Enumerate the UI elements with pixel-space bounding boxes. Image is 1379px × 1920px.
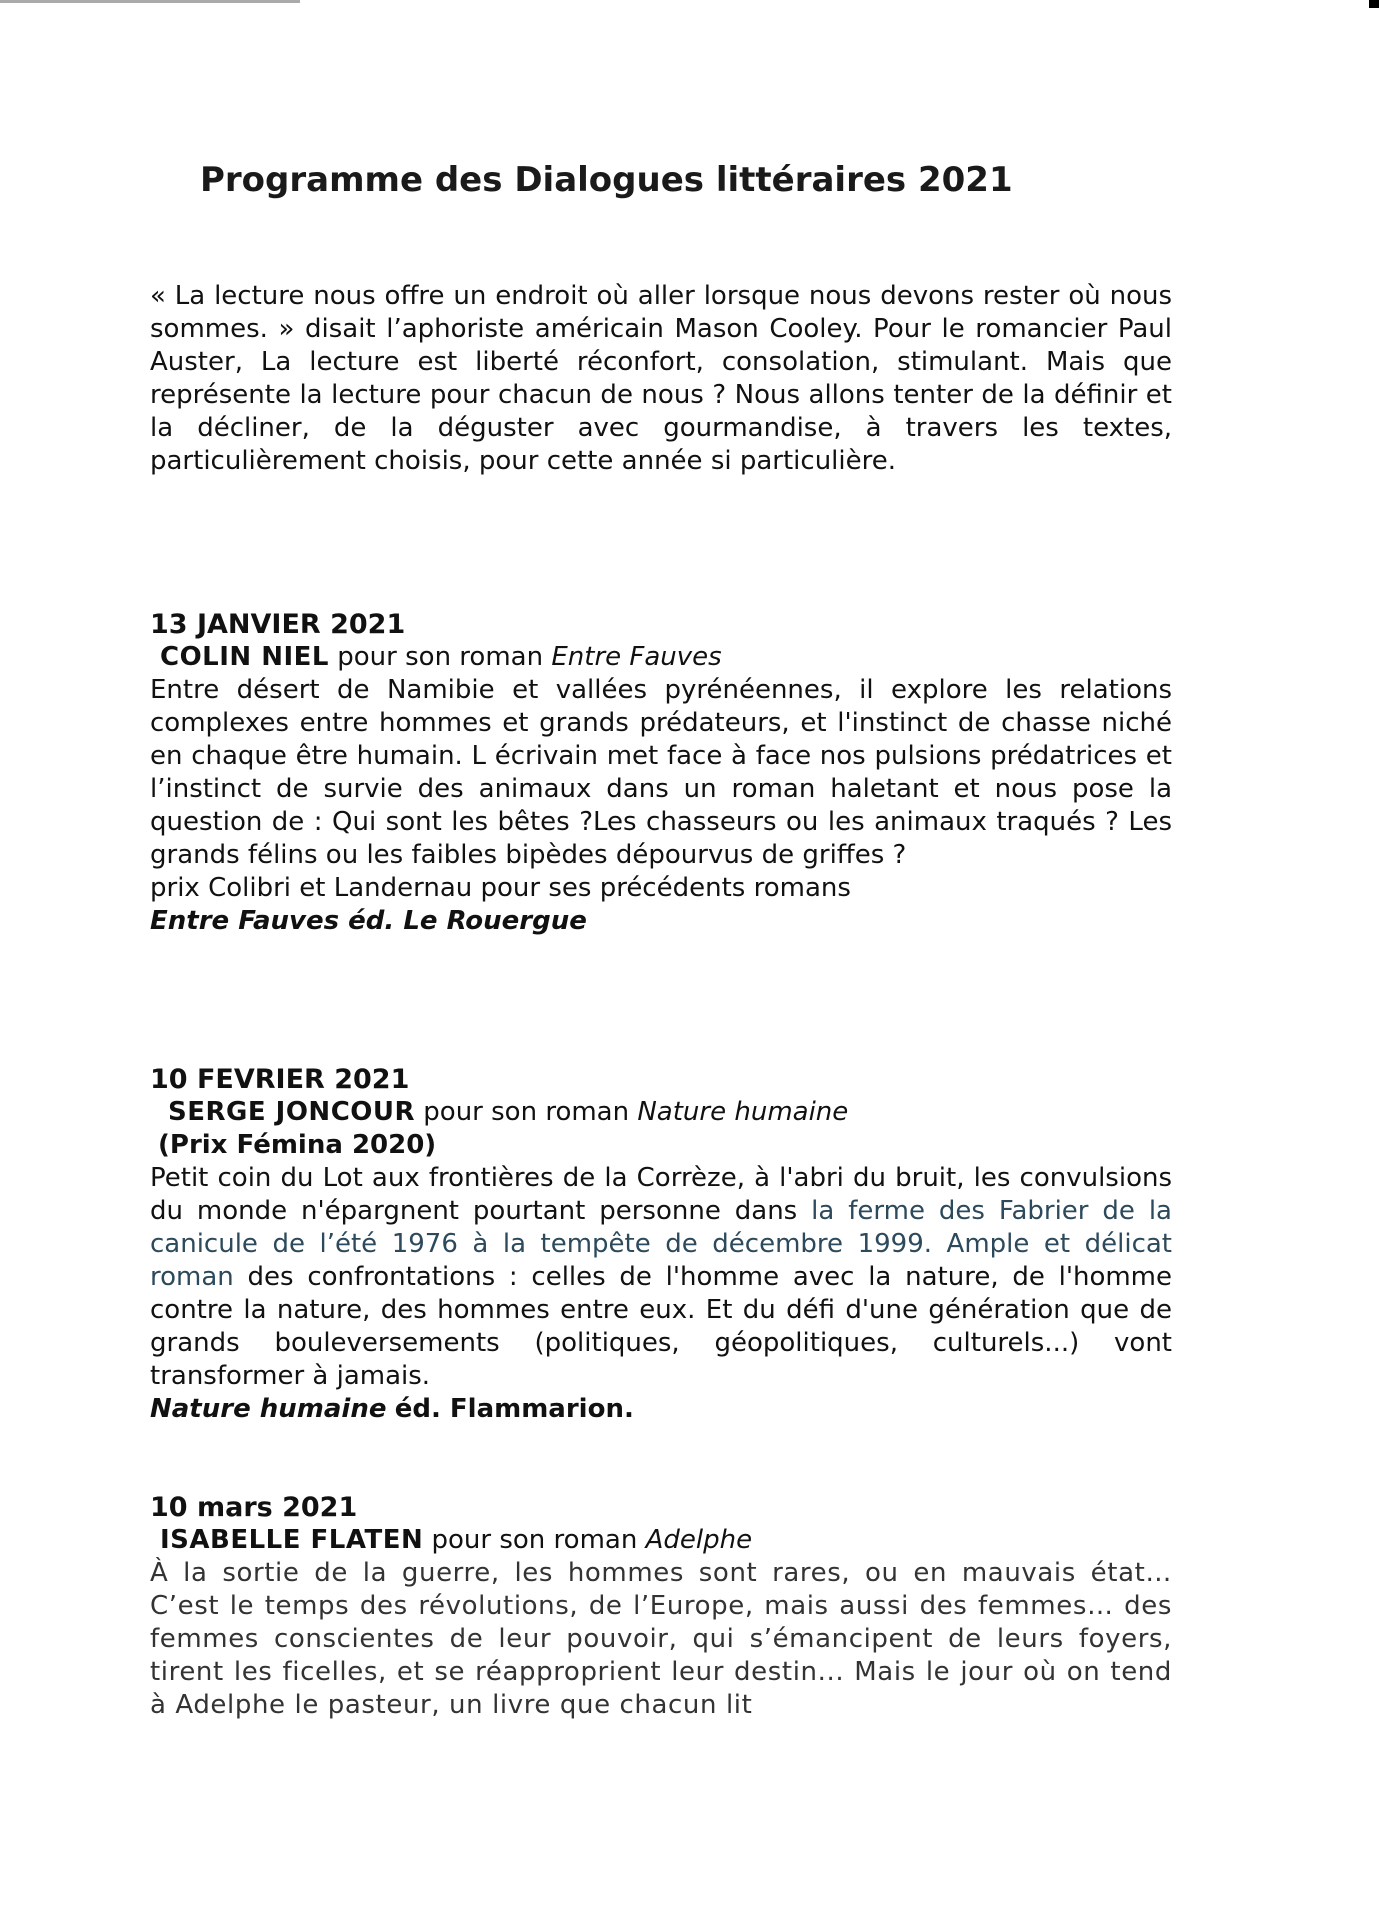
event-prize: (Prix Fémina 2020)	[158, 1130, 437, 1160]
event-intro-text: pour son roman	[423, 1097, 630, 1127]
event-publisher-name: éd. Flammarion.	[394, 1394, 634, 1424]
event-author: SERGE JONCOUR	[168, 1097, 416, 1127]
event-note: prix Colibri et Landernau pour ses précédents romans	[150, 873, 851, 903]
event-date: 13 JANVIER 2021	[150, 609, 406, 640]
event-description-part2: la ferme des Fabrier de la canicule de l’été 1976 à la tempête de décembre 1999. Ample et délicat roman	[150, 1196, 1172, 1292]
event-colin-niel	[150, 608, 1172, 938]
event-description-part1: Petit coin du Lot aux frontières de la Corrèze, à l'abri du bruit, les convulsions du monde n'épargnent pourtant personne dans	[150, 1163, 1172, 1226]
event-serge-joncour	[150, 1063, 1172, 1426]
event-description-part3: des confrontations : celles de l'homme avec la nature, de l'homme contre la nature, des hommes entre eux. Et du défi d'une génération que de grands bouleversements (politiques, géopolitiques, culturels...) vont transformer à jamais.	[150, 1262, 1172, 1391]
event-author: ISABELLE FLATEN	[160, 1525, 424, 1555]
event-author: COLIN NIEL	[160, 642, 329, 672]
event-publisher	[150, 1393, 1172, 1426]
event-book-title: Entre Fauves	[551, 642, 722, 672]
event-description	[150, 1162, 1172, 1393]
event-isabelle-flaten	[150, 1491, 1172, 1722]
page-title: Programme des Dialogues littéraires 2021	[200, 160, 1013, 200]
event-description: À la sortie de la guerre, les hommes sont rares, ou en mauvais état… C’est le temps des révolutions, de l’Europe, mais aussi des femmes… des femmes conscientes de leur pouvoir, qui s’émancipent de leurs foyers, tirent les ficelles, et se réapproprient leur destin... Mais le jour où on tend à Adelphe le pasteur, un livre que chacun lit	[150, 1558, 1172, 1720]
event-author-line	[160, 641, 1172, 674]
event-intro-text: pour son roman	[431, 1525, 638, 1555]
event-author-line	[168, 1096, 1172, 1129]
event-book-title: Adelphe	[645, 1525, 753, 1555]
event-book-title: Nature humaine	[637, 1097, 849, 1127]
event-publisher-title: Nature humaine	[150, 1394, 387, 1424]
event-author-line	[160, 1524, 1172, 1557]
event-description: Entre désert de Namibie et vallées pyrénéennes, il explore les relations complexes entre hommes et grands prédateurs, et l'instinct de chasse niché en chaque être humain. L écrivain met face à face nos pulsions prédatrices et l’instinct de survie des animaux dans un roman haletant et nous pose la question de : Qui sont les bêtes ?Les chasseurs ou les animaux traqués ? Les grands félins ou les faibles bipèdes dépourvus de griffes ?	[150, 675, 1172, 870]
event-intro-text: pour son roman	[337, 642, 544, 672]
event-date: 10 FEVRIER 2021	[150, 1064, 410, 1095]
scan-edge-mark	[1369, 0, 1379, 8]
intro-paragraph: « La lecture nous offre un endroit où aller lorsque nous devons rester où nous sommes. » disait l’aphoriste américain Mason Cooley. Pour le romancier Paul Auster, La lecture est liberté réconfort, consolation, stimulant. Mais que représente la lecture pour chacun de nous ? Nous allons tenter de la définir et la décliner, de la déguster avec gourmandise, à travers les textes, particulièrement choisis, pour cette année si particulière.	[150, 281, 1172, 476]
event-publisher: Entre Fauves éd. Le Rouergue	[150, 906, 587, 936]
event-date: 10 mars 2021	[150, 1492, 358, 1523]
scan-top-line	[0, 0, 300, 3]
